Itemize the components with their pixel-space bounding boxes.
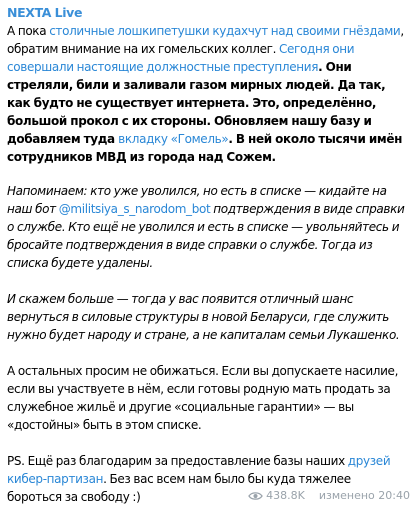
link-capital[interactable]: столичные лошкипетушки кудахчут над своими гнёздами <box>49 24 401 38</box>
p3-text: И скажем больше — тогда у вас появится отличный шанс вернуться в силовые структуры в новой Беларуси, где служить нужно будет народу и стране, а не капиталам семьи Лукашенко. <box>7 292 400 342</box>
p1-bold-1: . Они стреляли, били и заливали газом мирных людей. Да так, как будто не существует интернета. Это, определённо, большой прокол с их стороны. Обновляем нашу базу и добавляем туда <box>7 60 386 146</box>
edited-time: изменено 20:40 <box>318 489 410 502</box>
p5-text-1: PS. Ещё раз благодарим за предоставление базы наших <box>7 454 348 468</box>
paragraph-2 <box>7 182 408 272</box>
paragraph-3 <box>7 290 408 344</box>
link-cyber-partisans[interactable]: друзей кибер-партизан <box>7 454 391 486</box>
eye-icon <box>248 491 263 501</box>
p1-bold-2: . В ней около тысячи имён сотрудников МВД из города над Сожем. <box>7 132 403 164</box>
p5-text-2: . Без вас всем нам было бы куда тяжелее бороться за свободу :) <box>7 472 351 504</box>
p1-text-1: А пока <box>7 24 50 38</box>
link-gomel-tab[interactable]: вкладку «Гомель» <box>118 132 229 146</box>
view-count: 438.8K <box>266 489 305 502</box>
channel-name[interactable]: NEXTA Live <box>7 5 83 20</box>
p1-text-2: , обратим внимание на их гомельских коллег. <box>7 24 404 56</box>
p2-text-1: Напоминаем: кто уже уволился, но есть в списке — кидайте на наш бот <box>7 184 387 216</box>
link-crimes[interactable]: Сегодня они совершали настоящие должностные преступления <box>7 42 355 74</box>
paragraph-1 <box>7 22 408 166</box>
bot-link[interactable]: @militsiya_s_narodom_bot <box>58 202 211 216</box>
message-meta <box>248 487 410 505</box>
p2-text-2: подтверждения в виде справки о службе. Кто ещё не уволился и есть в списке — увольняйтесь и бросайте подтверждения в виде справки о службе. Тогда из списка будете удалены. <box>7 202 405 270</box>
paragraph-4: А остальных просим не обижаться. Если вы допускаете насилие, если вы участвуете в нём, если готовы родную мать продать за служебное жильё и другие «социальные гарантии» — вы «достойны» быть в этом списке. <box>7 364 399 432</box>
